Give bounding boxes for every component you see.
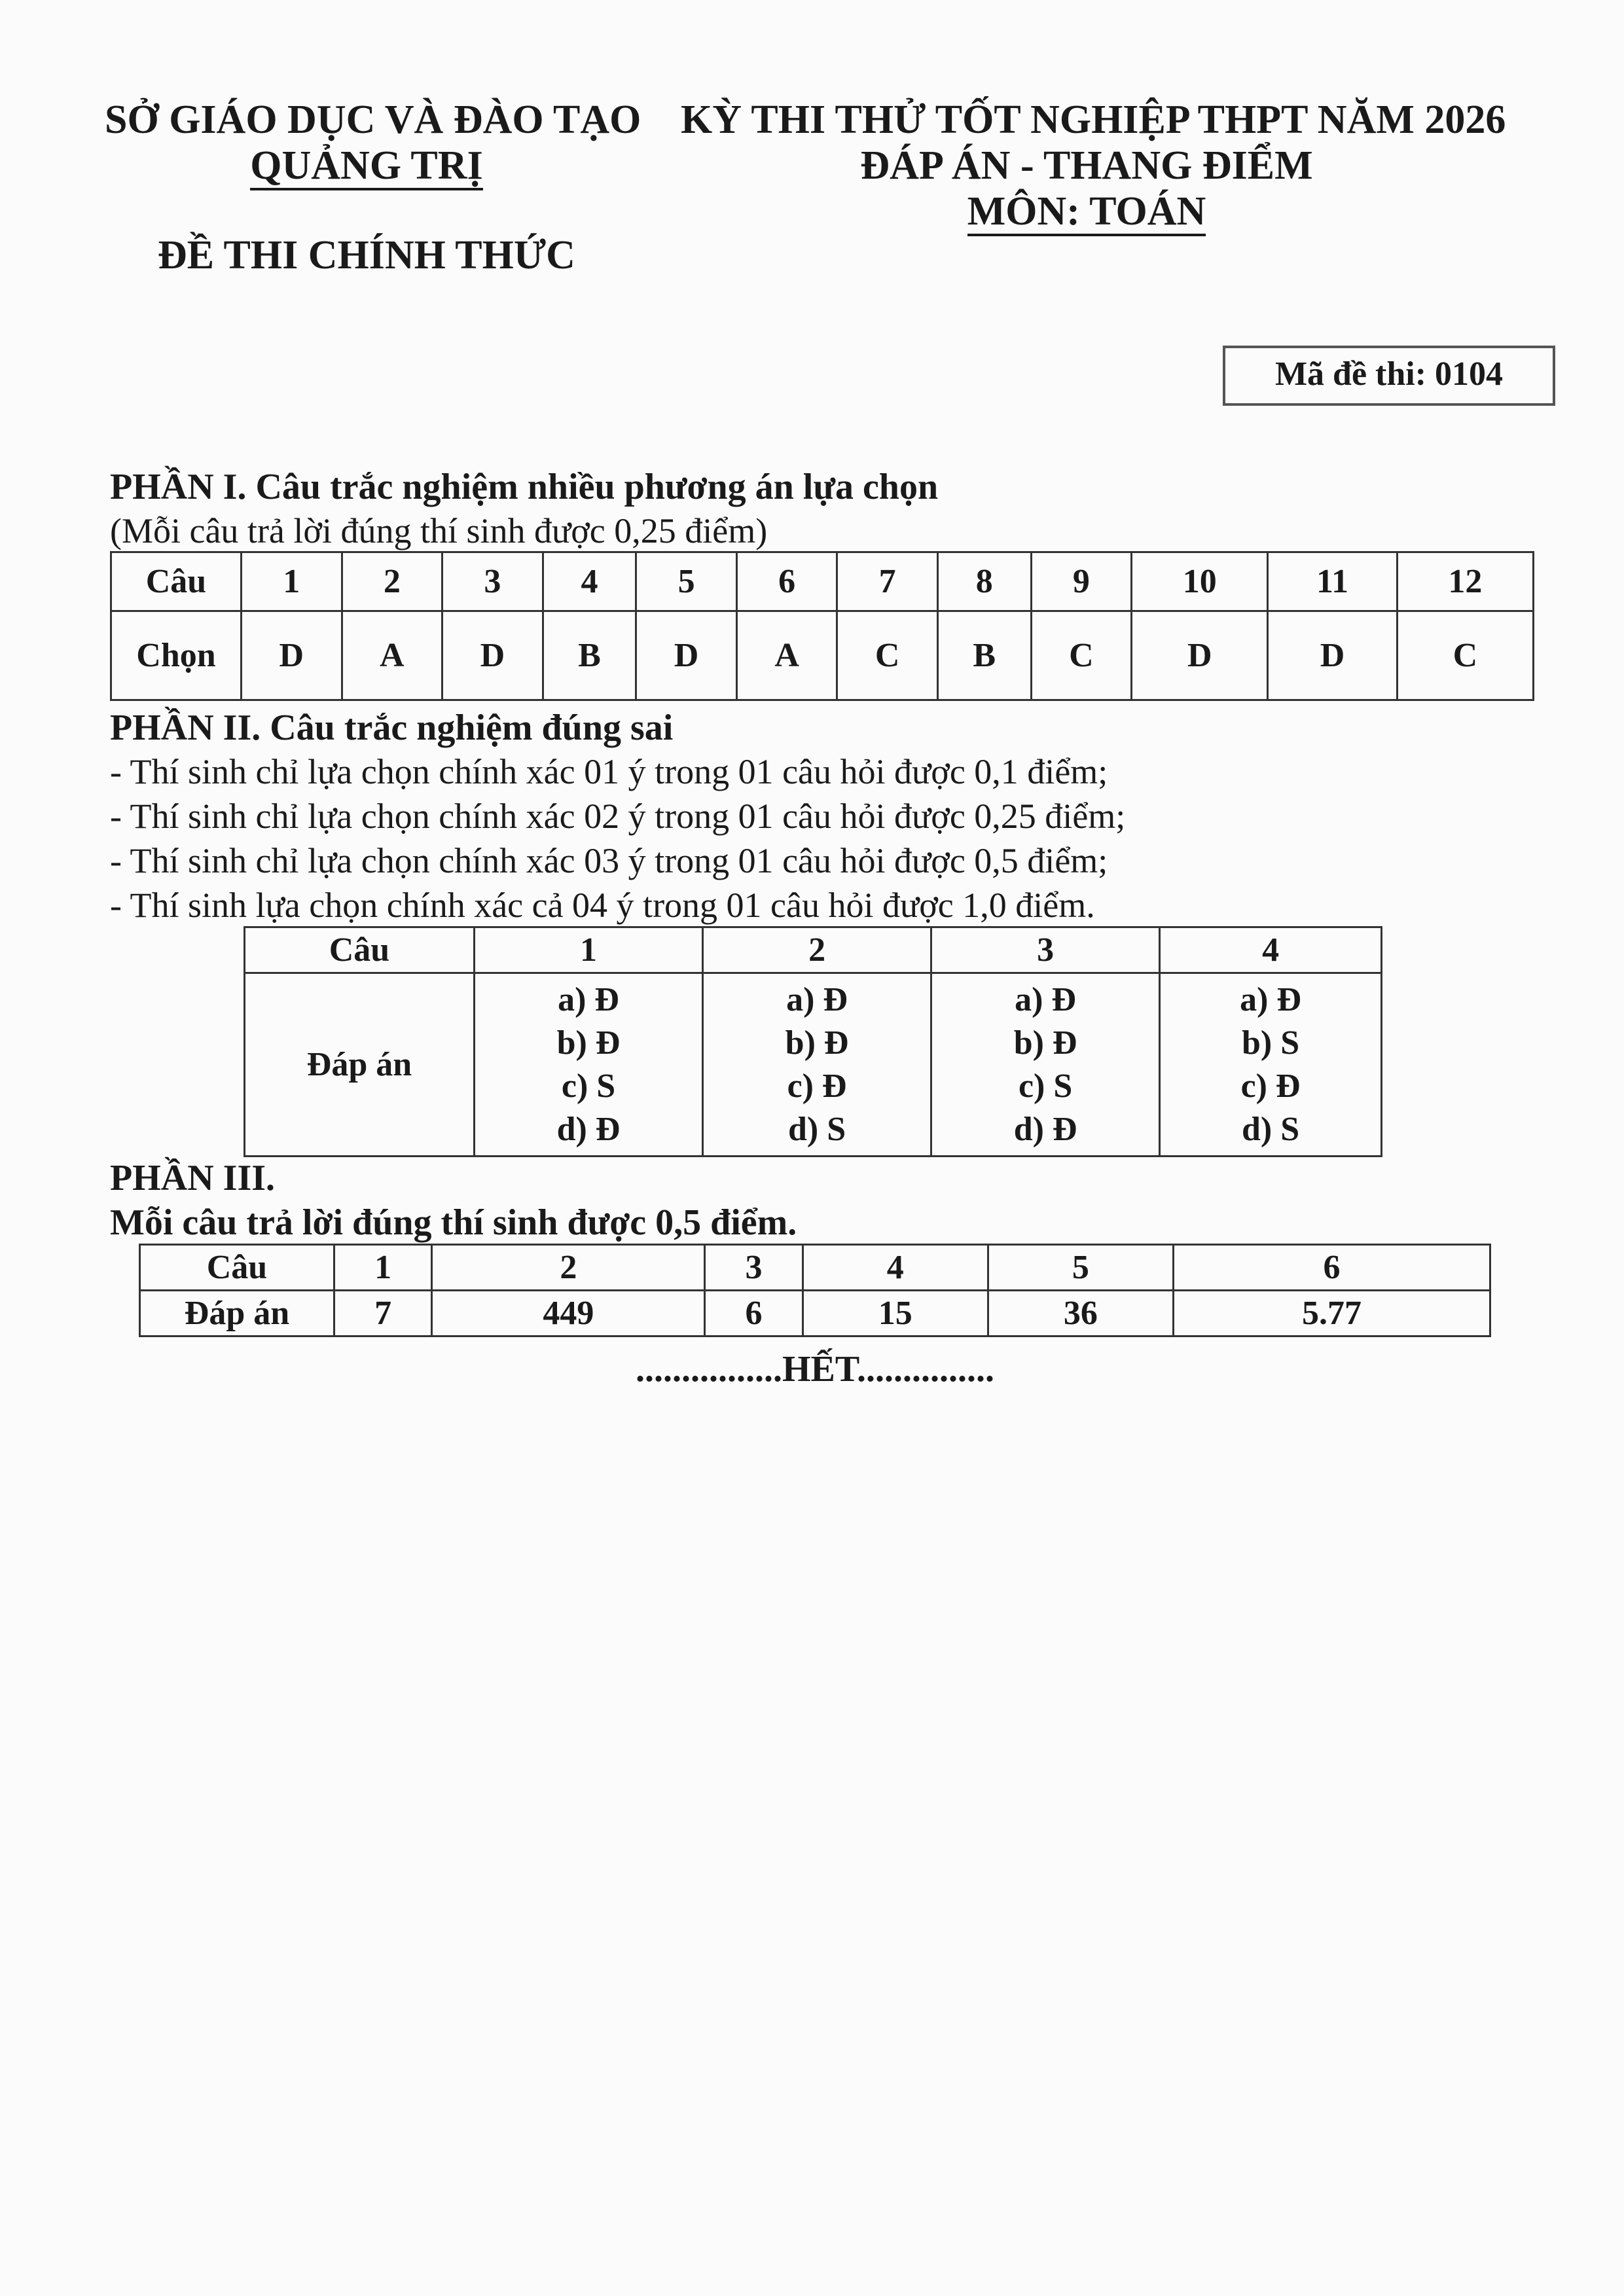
part2-question-row <box>245 927 1382 973</box>
part1-answer-row <box>111 611 1534 700</box>
table-cell: 2 <box>703 927 931 973</box>
table-cell: 15 <box>803 1291 988 1336</box>
part3-row-label: Câu <box>140 1245 334 1291</box>
part2-rule: - Thí sinh lựa chọn chính xác cả 04 ý trong 01 câu hỏi được 1,0 điểm. <box>110 886 1095 925</box>
table-cell: B <box>937 611 1031 700</box>
answer-option: d) Đ <box>1013 1110 1077 1148</box>
part1-row-label: Chọn <box>111 611 242 700</box>
table-cell: 1 <box>475 927 703 973</box>
part2-table <box>244 926 1382 1157</box>
part2-rule: - Thí sinh chỉ lựa chọn chính xác 01 ý trong 01 câu hỏi được 0,1 điểm; <box>110 752 1108 791</box>
table-cell: 36 <box>988 1291 1173 1336</box>
exam-title: KỲ THI THỬ TỐT NGHIỆP THPT NĂM 2026 <box>681 98 1506 142</box>
exam-code-box: Mã đề thi: 0104 <box>1223 346 1555 406</box>
table-cell: B <box>543 611 636 700</box>
table-cell: 7 <box>334 1291 432 1336</box>
answer-option: b) S <box>1241 1024 1300 1062</box>
table-cell: D <box>1132 611 1268 700</box>
answer-option: c) S <box>561 1067 616 1105</box>
province-name <box>105 143 628 189</box>
subject-label: MÔN: TOÁN <box>967 189 1206 236</box>
table-cell: 7 <box>837 552 938 611</box>
table-cell <box>703 973 931 1157</box>
answer-option: c) Đ <box>1240 1067 1301 1105</box>
table-cell: 12 <box>1397 552 1533 611</box>
part2-title: PHẦN II. Câu trắc nghiệm đúng sai <box>110 708 674 748</box>
part3-note: Mỗi câu trả lời đúng thí sinh được 0,5 điểm. <box>110 1202 797 1243</box>
part1-title: PHẦN I. Câu trắc nghiệm nhiều phương án lựa chọn <box>110 467 939 507</box>
table-cell: 2 <box>432 1245 705 1291</box>
answer-option: b) Đ <box>1013 1024 1077 1062</box>
table-cell: D <box>636 611 737 700</box>
table-cell: 1 <box>242 552 342 611</box>
official-exam-label: ĐỀ THI CHÍNH THỨC <box>158 233 575 278</box>
part3-row-label: Đáp án <box>140 1291 334 1336</box>
table-cell <box>931 973 1160 1157</box>
table-cell: C <box>1031 611 1132 700</box>
table-cell: D <box>1268 611 1397 700</box>
answer-option: d) S <box>787 1110 846 1148</box>
table-cell: D <box>242 611 342 700</box>
answer-option: a) Đ <box>786 980 848 1018</box>
table-cell: 8 <box>937 552 1031 611</box>
answer-option: a) Đ <box>1240 980 1301 1018</box>
table-cell: 11 <box>1268 552 1397 611</box>
table-cell: 5.77 <box>1173 1291 1490 1336</box>
table-cell: 4 <box>803 1245 988 1291</box>
part1-row-label: Câu <box>111 552 242 611</box>
table-cell: 10 <box>1132 552 1268 611</box>
part1-question-row <box>111 552 1534 611</box>
part1-table <box>110 551 1534 701</box>
part2-answer-row <box>245 973 1382 1157</box>
table-cell: 449 <box>432 1291 705 1336</box>
part3-table <box>139 1244 1491 1337</box>
table-cell <box>1160 973 1382 1157</box>
table-cell: D <box>442 611 543 700</box>
table-cell: 6 <box>705 1291 803 1336</box>
end-marker: ................HẾT............... <box>635 1349 995 1390</box>
table-cell: A <box>342 611 442 700</box>
table-cell: 4 <box>543 552 636 611</box>
answer-option: d) Đ <box>556 1110 621 1148</box>
answer-option: a) Đ <box>558 980 619 1018</box>
table-cell: 3 <box>705 1245 803 1291</box>
part2-rule: - Thí sinh chỉ lựa chọn chính xác 02 ý trong 01 câu hỏi được 0,25 điểm; <box>110 797 1126 836</box>
table-cell: 2 <box>342 552 442 611</box>
table-cell: 9 <box>1031 552 1132 611</box>
part1-note: (Mỗi câu trả lời đúng thí sinh được 0,25 điểm) <box>110 511 768 550</box>
table-cell: 6 <box>736 552 837 611</box>
answer-key-title: ĐÁP ÁN - THANG ĐIỂM <box>860 143 1313 188</box>
table-cell <box>475 973 703 1157</box>
department-name: SỞ GIÁO DỤC VÀ ĐÀO TẠO <box>105 98 641 142</box>
part3-title: PHẦN III. <box>110 1158 276 1198</box>
part3-question-row <box>140 1245 1490 1291</box>
answer-option: b) Đ <box>785 1024 849 1062</box>
table-cell: 5 <box>636 552 737 611</box>
table-cell: C <box>837 611 938 700</box>
table-cell: 4 <box>1160 927 1382 973</box>
table-cell: 5 <box>988 1245 1173 1291</box>
table-cell: 1 <box>334 1245 432 1291</box>
province-label: QUẢNG TRỊ <box>250 143 482 190</box>
part3-answer-row <box>140 1291 1490 1336</box>
answer-option: d) S <box>1241 1110 1300 1148</box>
part2-row-label: Câu <box>245 927 475 973</box>
answer-option: c) S <box>1018 1067 1073 1105</box>
subject-title <box>681 188 1492 235</box>
table-cell: 6 <box>1173 1245 1490 1291</box>
table-cell: 3 <box>442 552 543 611</box>
answer-option: b) Đ <box>556 1024 621 1062</box>
part2-rule: - Thí sinh chỉ lựa chọn chính xác 03 ý trong 01 câu hỏi được 0,5 điểm; <box>110 841 1108 880</box>
answer-option: a) Đ <box>1015 980 1077 1018</box>
table-cell: A <box>736 611 837 700</box>
answer-option: c) Đ <box>787 1067 847 1105</box>
table-cell: C <box>1397 611 1533 700</box>
part2-row-label: Đáp án <box>245 973 475 1157</box>
table-cell: 3 <box>931 927 1160 973</box>
